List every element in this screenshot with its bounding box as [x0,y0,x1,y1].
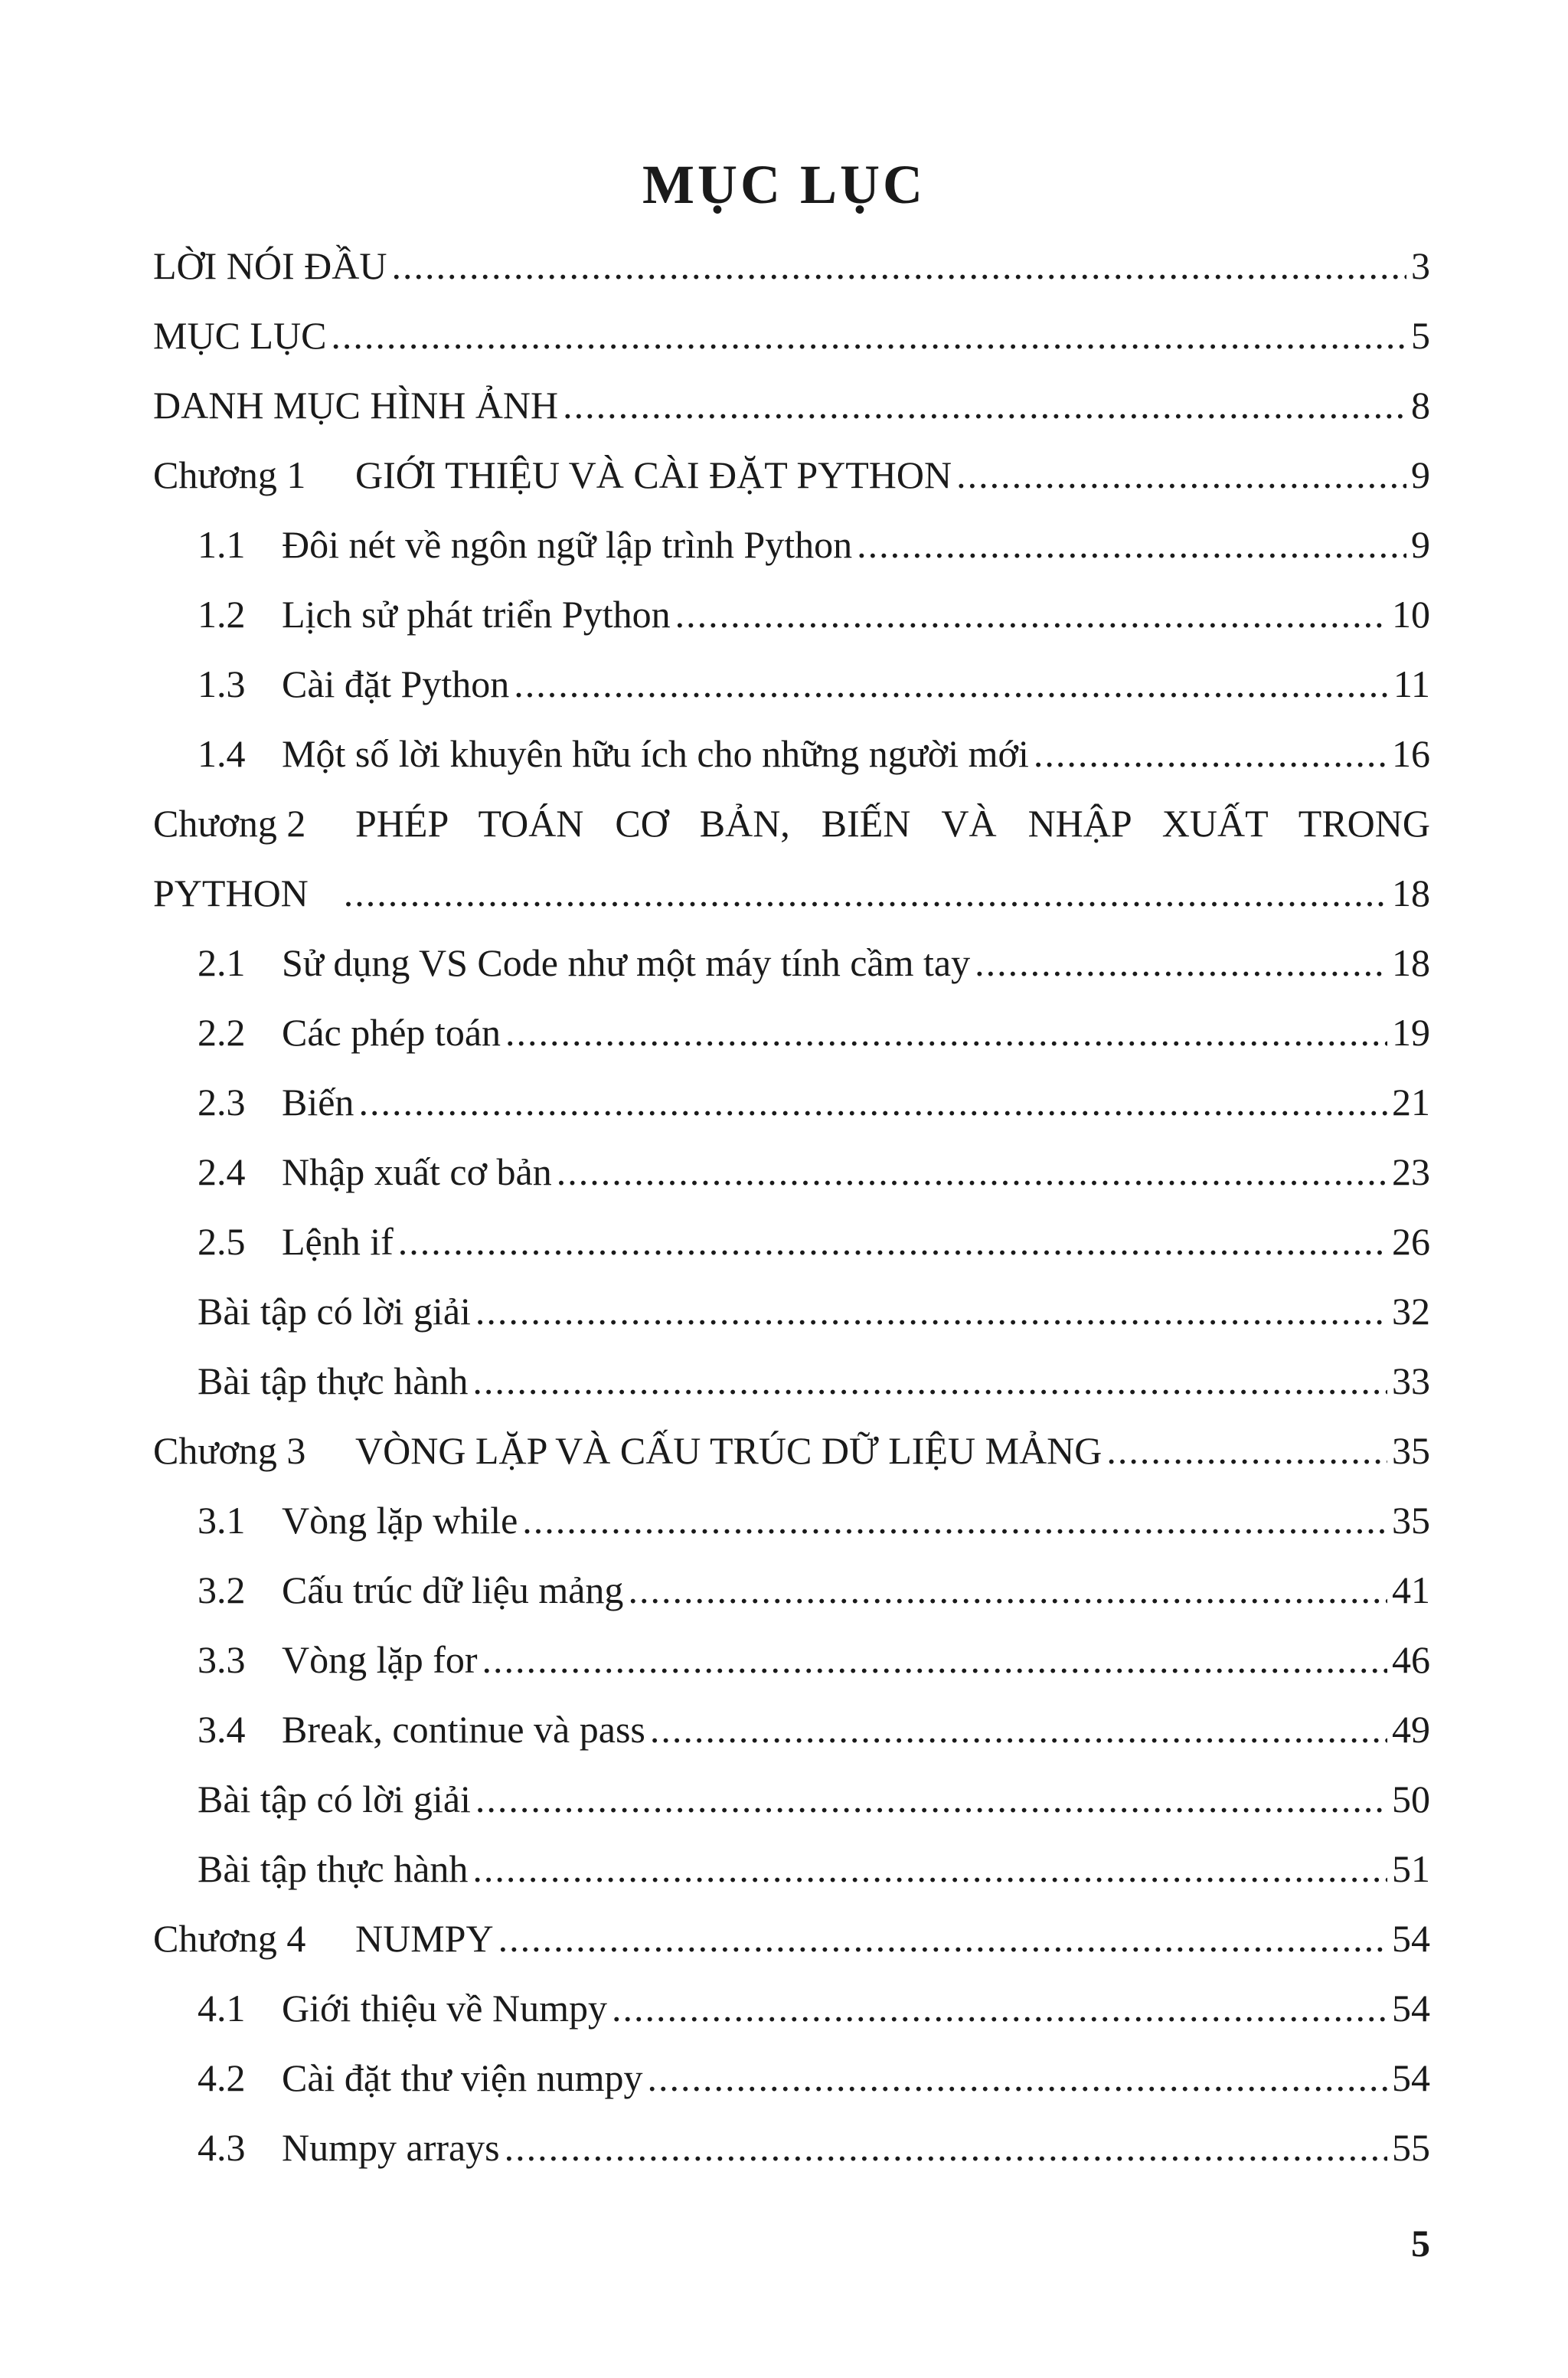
toc-entry-page: 55 [1392,2126,1430,2169]
toc-entry-title: Vòng lặp while [282,1499,518,1542]
toc-entry-number: 1.1 [198,523,246,566]
dot-leader [975,940,1387,985]
toc-entry-page: 21 [1392,1081,1430,1124]
toc-entry [153,1777,1430,1846]
toc-entry-title: PHÉP TOÁN CƠ BẢN, BIẾN VÀ NHẬP XUẤT TRONG [355,802,1430,845]
toc-entry [153,1986,1430,2056]
toc-entry-page: 54 [1392,1987,1430,2030]
dot-leader [472,1846,1387,1891]
toc-entry [153,1637,1430,1707]
toc-entry-title: Bài tập có lời giải [198,1290,471,1333]
dot-leader [472,1359,1387,1403]
dot-leader [514,662,1389,706]
dot-leader [857,522,1406,567]
toc-entry-number: 1.2 [198,593,246,636]
toc-entry [153,1846,1430,1916]
toc-entry [153,1150,1430,1219]
toc-entry-title: Vòng lặp for [282,1638,478,1681]
toc-entry-page: 50 [1392,1778,1430,1820]
toc-entry-title: Cài đặt Python [282,662,510,705]
toc-entry-title: Sử dụng VS Code như một máy tính cầm tay [282,941,971,984]
page-title: MỤC LỤC [642,154,926,215]
table-of-contents [153,244,1430,2195]
toc-entry-number: 2.3 [198,1081,246,1124]
dot-leader [498,1916,1387,1961]
toc-entry-number: 3.3 [198,1638,246,1681]
toc-entry-number: 3.1 [198,1499,246,1542]
toc-entry [153,731,1430,801]
toc-entry-number: 4.2 [198,2056,246,2099]
toc-entry-page: 51 [1392,1847,1430,1890]
toc-entry-title: DANH MỤC HÌNH ẢNH [153,384,559,427]
toc-entry-page: 46 [1392,1638,1430,1681]
toc-entry-page: 16 [1392,732,1430,775]
toc-entry [153,2056,1430,2125]
dot-leader [650,1707,1387,1752]
toc-entry-page: 5 [1411,314,1430,357]
toc-entry-number: 2.5 [198,1220,246,1263]
toc-entry-page: 41 [1392,1568,1430,1611]
toc-entry-title: Đôi nét về ngôn ngữ lập trình Python [282,523,853,566]
toc-entry-title: LỜI NÓI ĐẦU [153,244,387,287]
toc-entry-page: 35 [1392,1499,1430,1542]
toc-entry-number: 2.2 [198,1011,246,1054]
toc-entry-page: 10 [1392,593,1430,636]
dot-leader [358,1080,1387,1124]
dot-leader [398,1219,1387,1264]
toc-entry-number: Chương 4 [153,1917,306,1960]
toc-entry-page: 26 [1392,1220,1430,1263]
dot-leader [392,244,1407,288]
toc-entry-title: VÒNG LẶP VÀ CẤU TRÚC DỮ LIỆU MẢNG [355,1429,1102,1472]
page-number: 5 [1411,2222,1430,2265]
toc-entry [153,2125,1430,2195]
toc-entry-title: NUMPY [355,1917,494,1960]
toc-entry [153,1428,1430,1498]
toc-entry-number: 2.4 [198,1150,246,1193]
toc-entry-number: Chương 1 [153,453,306,496]
toc-entry [153,801,1430,871]
toc-entry-title: Giới thiệu về Numpy [282,1987,607,2030]
toc-entry-number: 3.4 [198,1708,246,1751]
toc-entry-number: Chương 2 [153,802,306,845]
toc-entry-page: 54 [1392,2056,1430,2099]
dot-leader [331,313,1406,358]
dot-leader [482,1637,1388,1682]
toc-entry-page: 8 [1411,384,1430,427]
toc-entry-title: Break, continue và pass [282,1708,645,1751]
dot-leader [475,1777,1387,1821]
dot-leader [1034,731,1387,776]
dot-leader [647,2056,1387,2100]
toc-entry [153,1498,1430,1568]
dot-leader [505,2125,1387,2170]
toc-entry-title: Lệnh if [282,1220,394,1263]
dot-leader [612,1986,1387,2030]
toc-entry-title: MỤC LỤC [153,314,327,357]
toc-entry-title: Một số lời khuyên hữu ích cho những người mới [282,732,1029,775]
toc-entry [153,1080,1430,1150]
toc-entry-title: Bài tập thực hành [198,1847,469,1890]
toc-entry-title: Bài tập có lời giải [198,1778,471,1820]
toc-entry-page: 18 [1392,941,1430,984]
toc-entry-page: 49 [1392,1708,1430,1751]
toc-entry-title: Các phép toán [282,1011,501,1054]
toc-entry-page: 9 [1411,523,1430,566]
toc-entry-page: 23 [1392,1150,1430,1193]
toc-entry-number: 1.4 [198,732,246,775]
toc-entry [153,592,1430,662]
toc-entry [153,662,1430,731]
toc-entry [153,1916,1430,1986]
toc-entry-number: 1.3 [198,662,246,705]
toc-entry-title: Biến [282,1081,354,1124]
toc-entry [153,1010,1430,1080]
toc-entry-title: Nhập xuất cơ bản [282,1150,552,1193]
toc-entry [153,1568,1430,1637]
toc-entry-number: 2.1 [198,941,246,984]
toc-entry [153,383,1430,453]
toc-entry [153,313,1430,383]
toc-entry-page: 35 [1392,1429,1430,1472]
toc-entry-number: 3.2 [198,1568,246,1611]
toc-entry-continuation [153,871,1430,940]
toc-entry-title: Bài tập thực hành [198,1359,469,1402]
toc-entry-page: 18 [1392,872,1430,914]
dot-leader [505,1010,1387,1055]
toc-entry-page: 3 [1411,244,1430,287]
toc-entry-page: 19 [1392,1011,1430,1054]
toc-entry-title-continued: PYTHON [153,872,309,914]
toc-entry-page: 33 [1392,1359,1430,1402]
dot-leader [475,1289,1387,1333]
toc-entry [153,940,1430,1010]
dot-leader [628,1568,1387,1612]
toc-entry [153,453,1430,522]
toc-entry-page: 9 [1411,453,1430,496]
dot-leader [1106,1428,1387,1473]
dot-leader [344,871,1387,915]
toc-entry-number: Chương 3 [153,1429,306,1472]
dot-leader [557,1150,1387,1194]
dot-leader [675,592,1387,636]
toc-entry-title: Cấu trúc dữ liệu mảng [282,1568,624,1611]
toc-entry-number: 4.3 [198,2126,246,2169]
toc-entry-title: Numpy arrays [282,2126,500,2169]
dot-leader [956,453,1406,497]
toc-entry [153,1219,1430,1289]
toc-entry [153,244,1430,313]
toc-entry-page: 54 [1392,1917,1430,1960]
toc-entry-title: GIỚI THIỆU VÀ CÀI ĐẶT PYTHON [355,453,952,496]
toc-entry [153,1707,1430,1777]
dot-leader [563,383,1406,427]
toc-entry-title: Cài đặt thư viện numpy [282,2056,643,2099]
toc-entry-number: 4.1 [198,1987,246,2030]
toc-entry [153,522,1430,592]
toc-entry [153,1359,1430,1428]
toc-entry-title: Lịch sử phát triển Python [282,593,671,636]
toc-entry-page: 32 [1392,1290,1430,1333]
toc-entry-page: 11 [1393,662,1430,705]
dot-leader [522,1498,1387,1542]
toc-entry [153,1289,1430,1359]
